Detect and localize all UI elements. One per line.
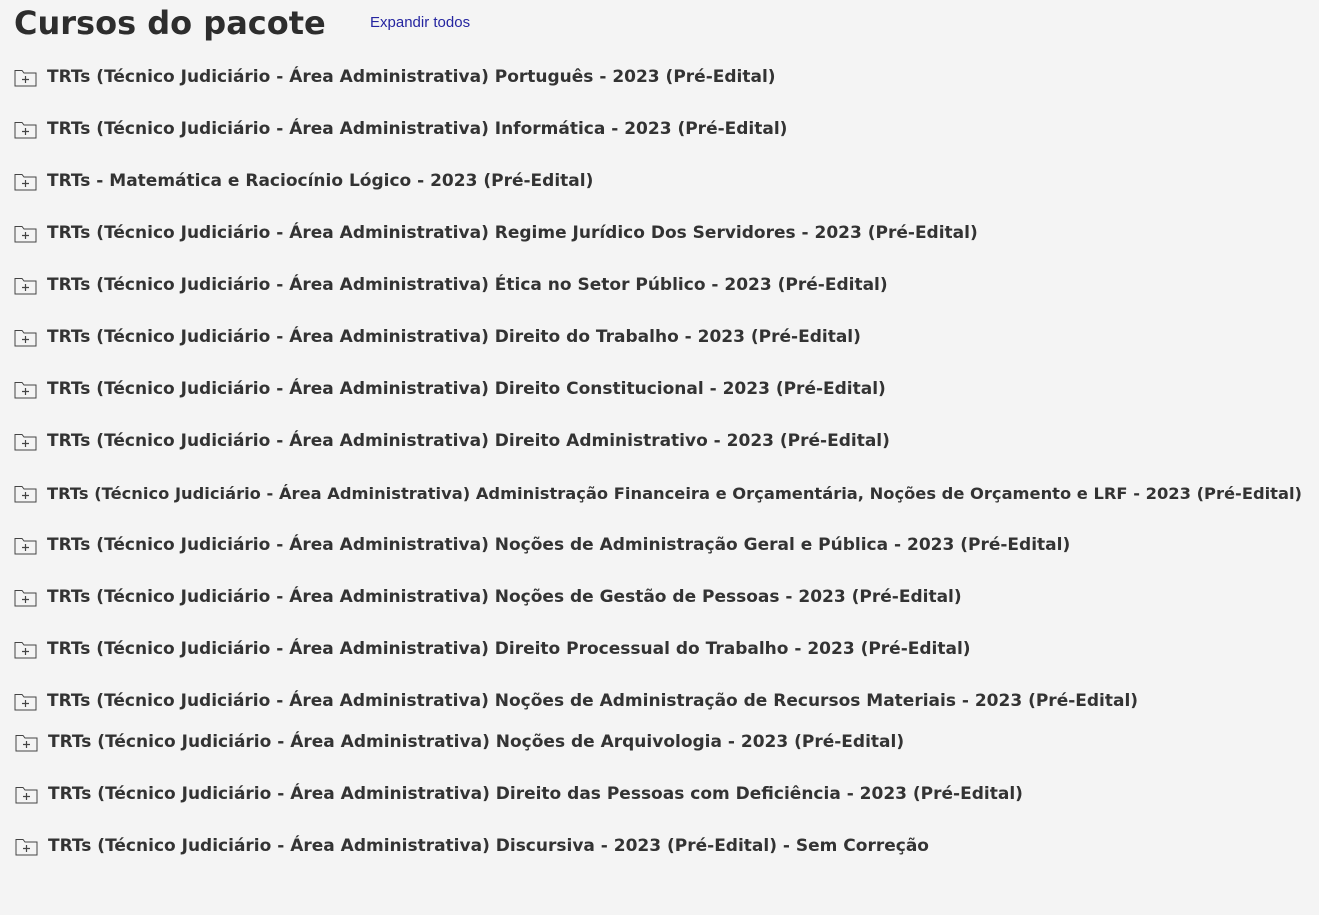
course-label: TRTs (Técnico Judiciário - Área Administrativa) Direito Processual do Trabalho - 2023 (Pré-Edital) — [47, 639, 971, 659]
folder-plus-icon — [14, 588, 37, 607]
course-item[interactable] — [14, 686, 1138, 716]
folder-plus-icon — [14, 640, 37, 659]
course-item[interactable] — [14, 634, 971, 664]
course-item[interactable] — [14, 478, 1302, 508]
course-item[interactable] — [14, 166, 593, 196]
course-label: TRTs (Técnico Judiciário - Área Administrativa) Administração Financeira e Orçamentária, Noções de Orçamento e LRF - 2023 (Pré-Edital) — [47, 483, 1302, 503]
folder-plus-icon — [14, 276, 37, 295]
course-item[interactable] — [15, 831, 929, 861]
course-label: TRTs (Técnico Judiciário - Área Administrativa) Direito Administrativo - 2023 (Pré-Edital) — [47, 431, 890, 451]
course-item[interactable] — [14, 270, 888, 300]
page-title: Cursos do pacote — [14, 4, 326, 42]
course-label: TRTs (Técnico Judiciário - Área Administrativa) Noções de Arquivologia - 2023 (Pré-Edital) — [48, 732, 905, 752]
course-item[interactable] — [14, 582, 962, 612]
course-label: TRTs - Matemática e Raciocínio Lógico - 2023 (Pré-Edital) — [47, 171, 594, 191]
course-label: TRTs (Técnico Judiciário - Área Administrativa) Noções de Administração Geral e Pública - 2023 (Pré-Edital) — [47, 535, 1071, 555]
course-label: TRTs (Técnico Judiciário - Área Administrativa) Noções de Administração de Recursos Materiais - 2023 (Pré-Edital) — [47, 691, 1139, 711]
course-label: TRTs (Técnico Judiciário - Área Administrativa) Direito do Trabalho - 2023 (Pré-Edital) — [47, 327, 861, 347]
course-label: TRTs (Técnico Judiciário - Área Administrativa) Informática - 2023 (Pré-Edital) — [47, 119, 788, 139]
folder-plus-icon — [14, 536, 37, 555]
folder-plus-icon — [14, 328, 37, 347]
course-label: TRTs (Técnico Judiciário - Área Administrativa) Ética no Setor Público - 2023 (Pré-Edital) — [47, 275, 888, 295]
course-item[interactable] — [14, 114, 787, 144]
course-item[interactable] — [14, 322, 861, 352]
folder-plus-icon — [15, 837, 38, 856]
folder-plus-icon — [14, 68, 37, 87]
course-item[interactable] — [15, 779, 1023, 809]
course-item[interactable] — [14, 374, 886, 404]
folder-plus-icon — [14, 692, 37, 711]
course-label: TRTs (Técnico Judiciário - Área Administrativa) Direito das Pessoas com Deficiência - 2023 (Pré-Edital) — [48, 784, 1023, 804]
course-label: TRTs (Técnico Judiciário - Área Administrativa) Direito Constitucional - 2023 (Pré-Edital) — [47, 379, 886, 399]
folder-plus-icon — [14, 432, 37, 451]
course-item[interactable] — [15, 727, 904, 757]
folder-plus-icon — [14, 224, 37, 243]
folder-plus-icon — [14, 172, 37, 191]
folder-plus-icon — [14, 380, 37, 399]
course-label: TRTs (Técnico Judiciário - Área Administrativa) Noções de Gestão de Pessoas - 2023 (Pré-Edital) — [47, 587, 962, 607]
course-label: TRTs (Técnico Judiciário - Área Administrativa) Discursiva - 2023 (Pré-Edital) - Sem Correção — [48, 836, 929, 856]
course-label: TRTs (Técnico Judiciário - Área Administrativa) Regime Jurídico Dos Servidores - 2023 (Pré-Edital) — [47, 223, 978, 243]
course-item[interactable] — [14, 218, 978, 248]
section-header — [14, 0, 326, 46]
course-label: TRTs (Técnico Judiciário - Área Administrativa) Português - 2023 (Pré-Edital) — [47, 67, 776, 87]
folder-plus-icon — [15, 733, 38, 752]
folder-plus-icon — [14, 484, 37, 503]
folder-plus-icon — [14, 120, 37, 139]
expand-all-link[interactable]: Expandir todos — [370, 14, 471, 31]
course-item[interactable] — [14, 530, 1070, 560]
course-item[interactable] — [14, 62, 776, 92]
course-item[interactable] — [14, 426, 890, 456]
folder-plus-icon — [15, 785, 38, 804]
